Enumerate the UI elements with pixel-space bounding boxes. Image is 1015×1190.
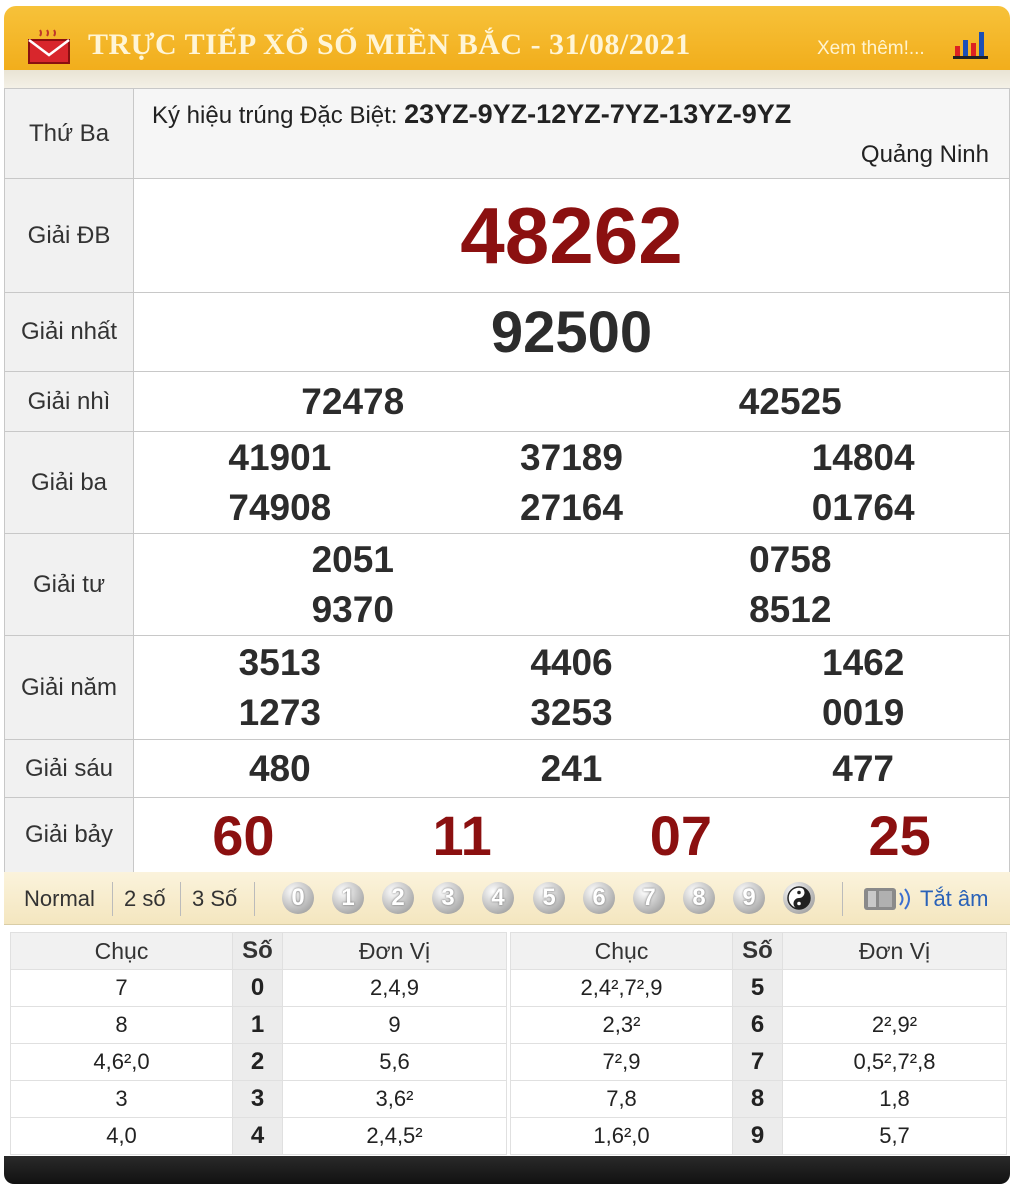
chuc-cell: 4,0: [11, 1118, 233, 1155]
divider: [180, 882, 181, 916]
so-cell: 1: [233, 1007, 283, 1044]
yin-yang-icon[interactable]: [783, 882, 815, 914]
so-cell: 4: [233, 1118, 283, 1155]
digit-filter-7[interactable]: 7: [633, 882, 665, 914]
prize-3-number: 14804: [811, 436, 915, 478]
statistics-chart-icon[interactable]: [952, 28, 990, 60]
prize-4-number: 0758: [749, 538, 832, 580]
prize-1-number: 92500: [134, 293, 1010, 372]
prize-3-number: 27164: [520, 486, 623, 528]
prize-3-number: 01764: [811, 486, 915, 528]
prize-5-numbers: [134, 636, 1010, 740]
prize-1-label: Giải nhất: [5, 293, 134, 372]
donvi-cell: 1,8: [783, 1081, 1007, 1118]
results-table: [4, 88, 1010, 873]
prize-5-number: 1462: [822, 641, 905, 683]
prize-3-number: 41901: [228, 436, 332, 478]
so-cell: 5: [733, 970, 783, 1007]
prize-7-number: 60: [212, 803, 275, 867]
digit-filter-8[interactable]: 8: [683, 882, 715, 914]
so-cell: 8: [733, 1081, 783, 1118]
prize-6-number: 241: [540, 747, 603, 789]
prize-3-number: 74908: [228, 486, 332, 528]
page-title: TRỰC TIẾP XỔ SỐ MIỀN BẮC - 31/08/2021: [88, 28, 691, 61]
prize-4-number: 8512: [749, 588, 832, 630]
donvi-cell: 3,6²: [283, 1081, 507, 1118]
prize-6-number: 477: [832, 747, 895, 789]
prize-2-number: 72478: [301, 380, 405, 422]
table-row: [511, 1007, 1007, 1044]
prize-6-numbers: [134, 740, 1010, 798]
prize-5-label: Giải năm: [5, 636, 134, 740]
digit-filter-0[interactable]: 0: [282, 882, 314, 914]
prize-4-number: 9370: [311, 588, 394, 630]
digit-filter-2[interactable]: 2: [382, 882, 414, 914]
so-cell: 2: [233, 1044, 283, 1081]
loto-table-left: [10, 932, 507, 1155]
chuc-cell: 8: [11, 1007, 233, 1044]
so-cell: 3: [233, 1081, 283, 1118]
prize-db-label: Giải ĐB: [5, 179, 134, 293]
donvi-cell: 0,5²,7²,8: [783, 1044, 1007, 1081]
chuc-cell: 2,4²,7²,9: [511, 970, 733, 1007]
chuc-cell: 7: [11, 970, 233, 1007]
digit-filter-1[interactable]: 1: [332, 882, 364, 914]
footer-bar: [4, 1156, 1010, 1184]
so-cell: 0: [233, 970, 283, 1007]
prize-7-number: 07: [649, 803, 713, 867]
donvi-cell: 9: [283, 1007, 507, 1044]
symbol-label: Ký hiệu trúng Đặc Biệt:: [152, 102, 398, 129]
col-header-so: Số: [233, 933, 283, 970]
digit-filter-4[interactable]: 4: [482, 882, 514, 914]
prize-6-label: Giải sáu: [5, 740, 134, 798]
divider: [254, 882, 255, 916]
prize-2-numbers: [134, 372, 1010, 432]
donvi-cell: 5,6: [283, 1044, 507, 1081]
prize-4-numbers: [134, 534, 1010, 636]
prize-5-number: 4406: [530, 641, 613, 683]
col-header-donvi: Đơn Vị: [783, 933, 1007, 970]
table-row: [11, 1007, 507, 1044]
mode-normal-button[interactable]: Normal: [24, 886, 95, 911]
prize-5-number: 1273: [238, 691, 321, 733]
chuc-cell: 7,8: [511, 1081, 733, 1118]
donvi-cell: 2²,9²: [783, 1007, 1007, 1044]
donvi-cell: [783, 970, 1007, 1007]
day-label: Thứ Ba: [5, 89, 134, 179]
table-row: [511, 1081, 1007, 1118]
digit-filter-9[interactable]: 9: [733, 882, 765, 914]
table-row: [11, 1044, 507, 1081]
special-symbol-cell: [134, 89, 1010, 179]
divider: [112, 882, 113, 916]
chuc-cell: 1,6²,0: [511, 1118, 733, 1155]
so-cell: 7: [733, 1044, 783, 1081]
prize-3-number: 37189: [520, 436, 623, 478]
prize-5-number: 3513: [238, 641, 321, 683]
divider: [842, 882, 843, 916]
control-bar: [4, 872, 1010, 925]
donvi-cell: 2,4,5²: [283, 1118, 507, 1155]
prize-7-label: Giải bảy: [5, 798, 134, 873]
prize-7-numbers: [134, 798, 1010, 873]
mode-3-digit-button[interactable]: 3 Số: [192, 886, 238, 911]
table-row: [11, 1081, 507, 1118]
table-row: [511, 1118, 1007, 1155]
digit-filter-5[interactable]: 5: [533, 882, 565, 914]
chuc-cell: 4,6²,0: [11, 1044, 233, 1081]
col-header-so: Số: [733, 933, 783, 970]
donvi-cell: 5,7: [783, 1118, 1007, 1155]
table-row: [511, 970, 1007, 1007]
chuc-cell: 7²,9: [511, 1044, 733, 1081]
prize-db-number: 48262: [134, 179, 1010, 293]
prize-3-numbers: [134, 432, 1010, 534]
mail-icon: [28, 28, 70, 64]
prize-6-number: 480: [248, 747, 311, 789]
table-row: [11, 1118, 507, 1155]
table-row: [11, 970, 507, 1007]
mode-2-digit-button[interactable]: 2 số: [124, 886, 166, 911]
col-header-chuc: Chục: [11, 933, 233, 970]
col-header-chuc: Chục: [511, 933, 733, 970]
prize-5-number: 0019: [822, 691, 905, 733]
digit-filter-3[interactable]: 3: [432, 882, 464, 914]
digit-filter-6[interactable]: 6: [583, 882, 615, 914]
col-header-donvi: Đơn Vị: [283, 933, 507, 970]
prize-4-label: Giải tư: [5, 534, 134, 636]
table-row: [511, 1044, 1007, 1081]
more-link[interactable]: Xem thêm!...: [817, 38, 925, 59]
chuc-cell: 2,3²: [511, 1007, 733, 1044]
prize-2-label: Giải nhì: [5, 372, 134, 432]
prize-2-number: 42525: [738, 380, 842, 422]
speaker-icon[interactable]: [862, 884, 914, 914]
so-cell: 6: [733, 1007, 783, 1044]
prize-5-number: 3253: [530, 691, 613, 733]
result-panel: [4, 6, 1010, 1181]
loto-table-right: [510, 932, 1007, 1155]
chuc-cell: 3: [11, 1081, 233, 1118]
province-name: Quảng Ninh: [860, 141, 989, 168]
prize-7-number: 25: [868, 803, 931, 867]
prize-7-number: 11: [432, 803, 492, 867]
prize-3-label: Giải ba: [5, 432, 134, 534]
mute-button[interactable]: Tắt âm: [920, 886, 989, 911]
so-cell: 9: [733, 1118, 783, 1155]
prize-4-number: 2051: [311, 538, 394, 580]
donvi-cell: 2,4,9: [283, 970, 507, 1007]
symbol-value: 23YZ-9YZ-12YZ-7YZ-13YZ-9YZ: [404, 99, 792, 129]
